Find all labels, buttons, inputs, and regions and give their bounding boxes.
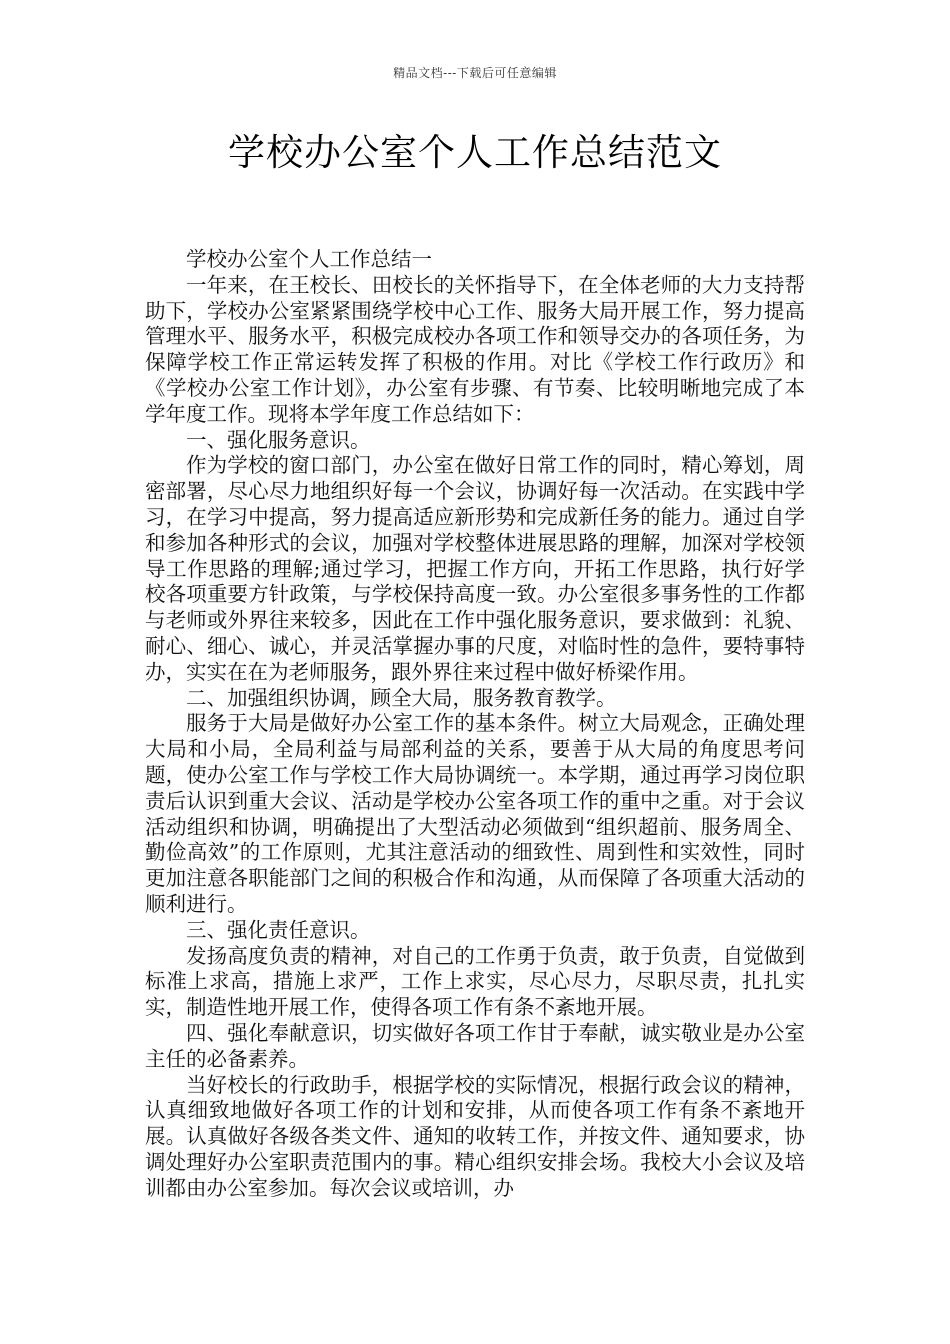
body-paragraph: 发扬高度负责的精神，对自己的工作勇于负责，敢于负责，自觉做到标准上求高，措施上求严，工作上求实，尽心尽力，尽职尽责，扎扎实实，制造性地开展工作，使得各项工作有条不紊地开展。 bbox=[145, 943, 805, 1020]
section-heading: 三、强化责任意识。 bbox=[186, 917, 371, 942]
header-note: 精品文档---下载后可任意编辑 bbox=[393, 66, 557, 80]
document-title: 学校办公室个人工作总结范文 bbox=[228, 131, 722, 174]
body-paragraph: 服务于大局是做好办公室工作的基本条件。树立大局观念，正确处理大局和小局，全局利益与局部利益的关系，要善于从大局的角度思考问题，使办公室工作与学校工作大局协调统一。本学期，通过再学习岗位职责后认识到重大会议、活动是学校办公室各项工作的重中之重。对于会议活动组织和协调，明确提出了大型活动必须做到“组织超前、服务周全、勤俭高效”的工作原则，尤其注意活动的细致性、周到性和实效性，同时更加注意各职能部门之间的积极合作和沟通，从而保障了各项重大活动的顺利进行。 bbox=[145, 711, 805, 916]
body-paragraph: 当好校长的行政助手，根据学校的实际情况，根据行政会议的精神，认真细致地做好各项工作的计划和安排，从而使各项工作有条不紊地开展。认真做好各级各类文件、通知的收转工作，并按文件、通知要求，协调处理好办公室职责范围内的事。精心组织安排会场。我校大小会议及培训都由办公室参加。每次会议或培训，办 bbox=[145, 1072, 805, 1200]
body-paragraph: 一年来，在王校长、田校长的关怀指导下，在全体老师的大力支持帮助下，学校办公室紧紧围绕学校中心工作、服务大局开展工作，努力提高管理水平、服务水平，积极完成校办各项工作和领导交办的各项任务，为保障学校工作正常运转发挥了积极的作用。对比《学校工作行政历》和《学校办公室工作计划》，办公室有步骤、有节奏、比较明晰地完成了本学年度工作。现将本学年度工作总结如下： bbox=[145, 272, 805, 426]
section-heading: 一、强化服务意识。 bbox=[186, 427, 371, 452]
section-heading: 四、强化奉献意识，切实做好各项工作甘于奉献，诚实敬业是办公室主任的必备素养。 bbox=[145, 1020, 805, 1071]
section-heading: 二、加强组织协调，顾全大局，服务教育教学。 bbox=[186, 685, 617, 710]
body-paragraph: 作为学校的窗口部门，办公室在做好日常工作的同时，精心筹划，周密部署，尽心尽力地组织好每一个会议，协调好每一次活动。在实践中学习，在学习中提高，努力提高适应新形势和完成新任务的能力。通过自学和参加各种形式的会议，加强对学校整体进展思路的理解，加深对学校领导工作思路的理解;通过学习，把握工作方向，开拓工作思路，执行好学校各项重要方针政策，与学校保持高度一致。办公室很多事务性的工作都与老师或外界往来较多，因此在工作中强化服务意识，要求做到：礼貌、耐心、细心、诚心，并灵活掌握办事的尺度，对临时性的急件，要特事特办，实实在在为老师服务，跟外界往来过程中做好桥梁作用。 bbox=[145, 453, 805, 684]
document-body bbox=[145, 247, 805, 1201]
section-subtitle: 学校办公室个人工作总结一 bbox=[186, 247, 432, 271]
